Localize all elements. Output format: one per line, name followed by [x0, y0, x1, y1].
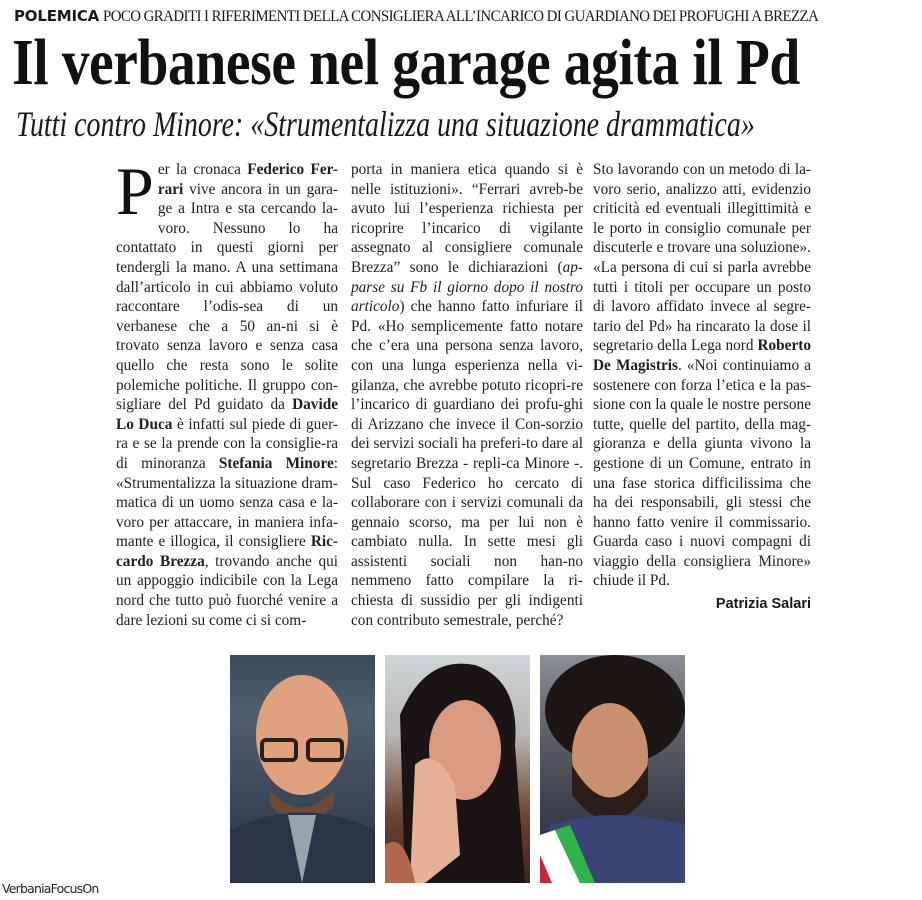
column-3-text: Sto lavorando con un metodo di la-voro serio, analizzo atti, evidenzio criticità ed eventuali illegittimità e le porto in consiglio comunale per discuterle e trovare una soluzione». «La persona di cui si parla avrebbe tutti i titoli per occupare un posto di lavoro affidato invece al segre-tario del Pd» ha rincarato la dose il segretario della Lega nord Roberto De Magistris. «Noi continuiamo a sostenere con forza l’etica e la pas-sione con la quale le nostre persone tutte, quelle del partito, della mag-gioranza e della giunta vivono la gestione di un Comune, entrato in una fase storica difficilissima che ha dei responsabili, gli stessi che hanno fatto venire il commissario. Guarda caso i nuovi compagni di viaggio della consigliera Minore» chiude il Pd.: [593, 161, 812, 590]
portrait-icon: [540, 655, 685, 883]
photo-man-glasses: [230, 655, 375, 883]
drop-cap: P: [116, 153, 154, 229]
portrait-icon: [385, 655, 530, 883]
kicker-text: POCO GRADITI I RIFERIMENTI DELLA CONSIGLIERA ALL’INCARICO DI GUARDIANO DEI PROFUGHI A BREZZA: [103, 8, 819, 25]
article-column-1: [116, 153, 338, 630]
column-1-text: Per la cronaca Federico Fer-rari vive ancora in un gara-ge a Intra e sta cercando la-voro. Nessuno lo ha contattato in questi giorni per tendergli la mano. A una settimana dall’articolo in cui abbiamo voluto raccontare l’odis-sea di un verbanese che a 50 an-ni si è trovato senza lavoro e senza casa quello che resta sono le solite polemiche politiche. Il gruppo con-sigliare del Pd guidato da Davide Lo Duca è infatti sul piede di guer-ra e se la prende con la consiglie-ra di minoranza Stefania Minore: «Strumentalizza la situazione dram-matica di un uomo senza casa e la-voro per attaccare, in maniera infa-mante e illogica, il consigliere Ric-cardo Brezza, trovando anche qui un appoggio indicibile con la Lega nord che tutto può fuorché venire a dare lezioni su come ci si com-: [116, 153, 338, 629]
name-davide-lo-duca: Davide Lo Duca: [116, 396, 338, 433]
article-column-3: [593, 160, 811, 615]
portrait-icon: [230, 655, 375, 883]
subheadline: Tutti contro Minore: «Strumentalizza una situazione drammatica»: [16, 104, 755, 144]
name-riccardo-brezza: Ric-cardo Brezza: [116, 533, 338, 570]
column-2-text: porta in maniera etica quando si è nelle istituzioni». “Ferrari avreb-be avuto lui l’esperienza richiesta per ricoprire l’incarico di vigilante assegnato al consigliere comunale Brezza” sono le dichiarazioni (ap-parse su Fb il giorno dopo il nostro articolo) che hanno fatto infuriare il Pd. «Ho semplicemente fatto notare che c’era una persona senza lavoro, con una lunga esperienza nella vi-gilanza, che avrebbe potuto ricopri-re l’incarico di guardiano dei profu-ghi di Arizzano che invece il Con-sorzio dei servizi sociali ha preferi-to dare al segretario Brezza - repli-ca Minore -. Sul caso Federico ho cercato di collaborare con i servizi comunali da gennaio scorso, ma per lui non è cambiato nulla. In sette mesi gli assistenti sociali non han-no nemmeno fatto compilare la ri-chiesta di sussidio per gli indigenti con contributo semestrale, perché?: [351, 161, 583, 629]
name-roberto-de-magistris: Roberto De Magistris: [593, 337, 811, 374]
name-stefania-minore: Stefania Minore: [218, 454, 334, 472]
headline: Il verbanese nel garage agita il Pd: [12, 26, 800, 99]
photo-woman: [385, 655, 530, 883]
photo-curly-man: [540, 655, 685, 883]
article-column-2: [351, 160, 583, 630]
byline: Patrizia Salari: [715, 596, 811, 613]
italic-aside: ap-parse su Fb il giorno dopo il nostro articolo: [351, 258, 583, 316]
watermark: VerbaniaFocusOn: [2, 881, 99, 896]
name-federico-ferrari: Federico Fer-rari: [157, 161, 338, 198]
section-tag: POLEMICA: [14, 7, 100, 25]
kicker: [14, 6, 872, 27]
